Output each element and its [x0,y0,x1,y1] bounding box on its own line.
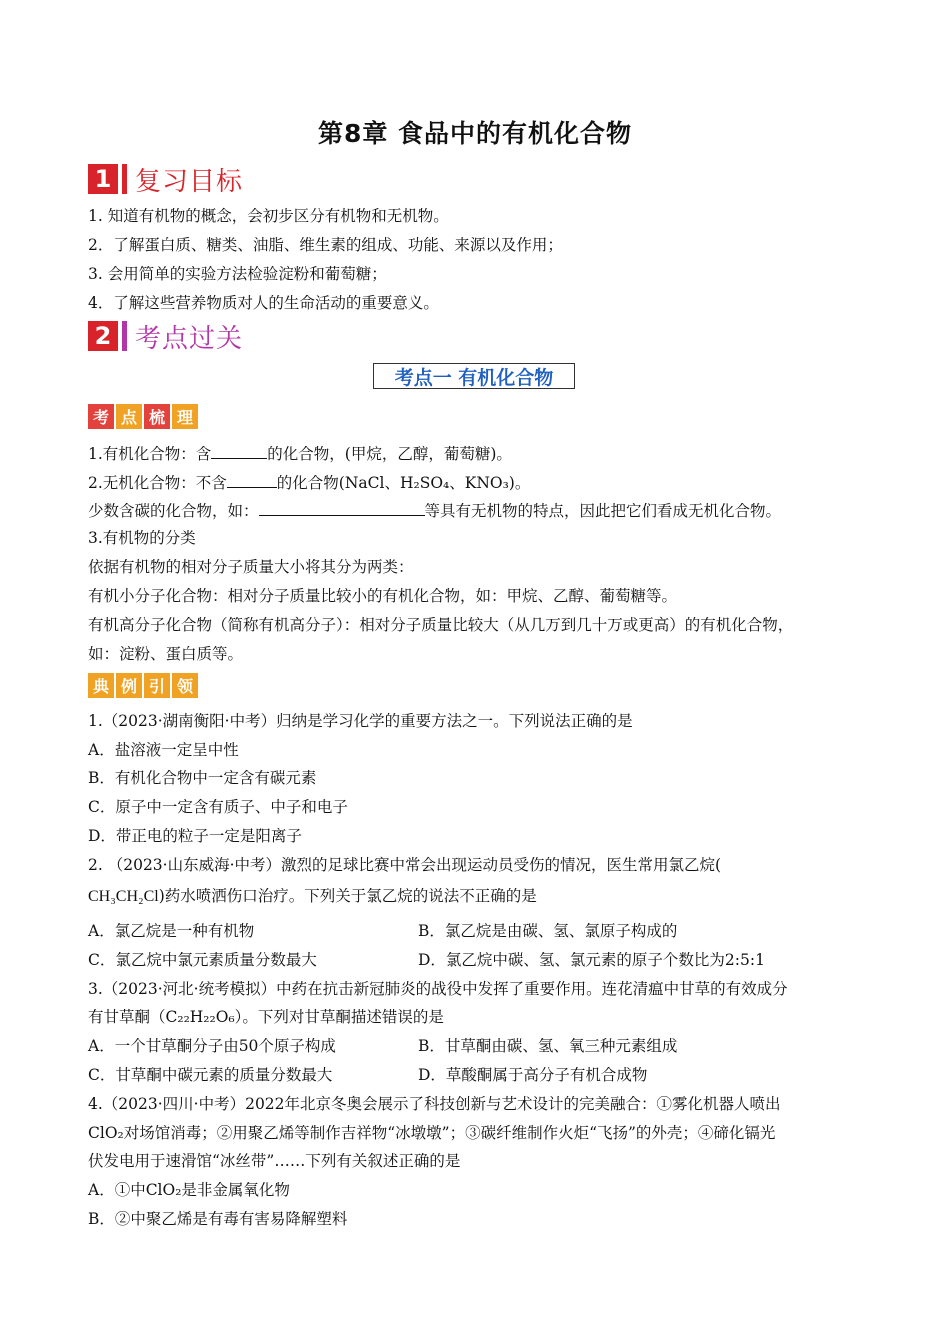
question-stem: 2. （2023·山东威海·中考）激烈的足球比赛中常会出现运动员受伤的情况，医生常用氯乙烷( [88,856,722,874]
question-stem: 有甘草酮（C₂₂H₂₂O₆）。下列对甘草酮描述错误的是 [88,1008,444,1026]
badge-char: 典 [88,673,114,698]
question-stem: 4.（2023·四川·中考）2022年北京冬奥会展示了科技创新与艺术设计的完美融合：①雾化机器人喷出 [88,1095,781,1113]
option-b[interactable]: B．有机化合物中一定含有碳元素 [88,769,317,787]
question-stem [88,886,537,907]
section-label: 复习目标 [135,166,244,197]
badge-char: 点 [116,404,142,429]
option-b[interactable]: B．②中聚乙烯是有毒有害易降解塑料 [88,1210,348,1228]
fill-blank[interactable] [211,442,267,459]
option-d[interactable]: D．氯乙烷中碳、氢、氯元素的原子个数比为2:5:1 [418,951,765,969]
question-stem: 1.（2023·湖南衡阳·中考）归纳是学习化学的重要方法之一。下列说法正确的是 [88,712,633,730]
note-text: 等具有无机物的特点，因此把它们看成无机化合物。 [424,502,782,520]
note-line [88,499,781,521]
section-header-review-goals [88,161,243,197]
option-a[interactable]: A．①中ClO₂是非金属氧化物 [88,1181,290,1199]
goal-item: 1. 知道有机物的概念，会初步区分有机物和无机物。 [88,207,449,225]
chapter-title: 第8章 食品中的有机化合物 [317,119,633,148]
fill-blank[interactable] [227,471,277,488]
section-bar [122,164,127,194]
fill-blank[interactable] [259,499,425,516]
question-stem: 伏发电用于速滑馆“冰丝带”……下列有关叙述正确的是 [88,1152,461,1170]
chemical-formula: CH₃CH₂Cl [88,888,159,905]
badge-kaodian-shuli [88,404,198,429]
option-d[interactable]: D．带正电的粒子一定是阳离子 [88,827,302,845]
goal-item: 3. 会用简单的实验方法检验淀粉和葡萄糖； [88,265,387,283]
option-b[interactable]: B．甘草酮由碳、氢、氧三种元素组成 [418,1037,678,1055]
badge-char: 理 [172,404,198,429]
note-text: 的化合物(NaCl、H₂SO₄、KNO₃)。 [276,474,531,492]
badge-char: 引 [144,673,170,698]
section-number: 1 [88,164,118,194]
question-stem: ClO₂对场馆消毒；②用聚乙烯等制作吉祥物“冰墩墩”；③碳纤维制作火炬“飞扬”的外壳；④碲化镉光 [88,1124,776,1142]
goal-item: 2．了解蛋白质、糖类、油脂、维生素的组成、功能、来源以及作用； [88,236,563,254]
badge-char: 例 [116,673,142,698]
badge-char: 梳 [144,404,170,429]
note-line: 3.有机物的分类 [88,529,196,547]
option-b[interactable]: B．氯乙烷是由碳、氢、氯原子构成的 [418,922,678,940]
kaodian-title-box: 考点一 有机化合物 [373,363,575,389]
badge-dianli-yinling [88,673,198,698]
note-line: 依据有机物的相对分子质量大小将其分为两类： [88,558,414,576]
option-c[interactable]: C．氯乙烷中氯元素质量分数最大 [88,951,317,969]
note-line: 有机高分子化合物（简称有机高分子）：相对分子质量比较大（从几万到几十万或更高）的有机化合物， [88,616,794,634]
note-line [88,442,512,464]
badge-char: 考 [88,404,114,429]
section-header-key-points [88,318,243,354]
goal-item: 4．了解这些营养物质对人的生命活动的重要意义。 [88,294,439,312]
note-line [88,471,530,493]
question-stem-cont: )药水喷洒伤口治疗。下列关于氯乙烷的说法不正确的是 [158,887,537,905]
note-line: 如：淀粉、蛋白质等。 [88,645,244,663]
note-line: 有机小分子化合物：相对分子质量比较小的有机化合物，如：甲烷、乙醇、葡萄糖等。 [88,587,678,605]
note-text: 2.无机化合物：不含 [88,474,227,492]
option-a[interactable]: A．一个甘草酮分子由50个原子构成 [88,1037,336,1055]
note-text: 少数含碳的化合物，如： [88,502,259,520]
option-a[interactable]: A．氯乙烷是一种有机物 [88,922,255,940]
option-c[interactable]: C．甘草酮中碳元素的质量分数最大 [88,1066,333,1084]
section-label: 考点过关 [135,323,244,354]
note-text: 1.有机化合物：含 [88,445,212,463]
badge-char: 领 [172,673,198,698]
option-a[interactable]: A．盐溶液一定呈中性 [88,741,239,759]
note-text: 的化合物，(甲烷，乙醇，葡萄糖)。 [267,445,512,463]
option-d[interactable]: D．草酸酮属于高分子有机合成物 [418,1066,648,1084]
section-number: 2 [88,321,118,351]
question-stem: 3.（2023·河北·统考模拟）中药在抗击新冠肺炎的战役中发挥了重要作用。连花清瘟中甘草的有效成分 [88,980,788,998]
option-c[interactable]: C．原子中一定含有质子、中子和电子 [88,798,348,816]
section-bar [122,321,127,351]
